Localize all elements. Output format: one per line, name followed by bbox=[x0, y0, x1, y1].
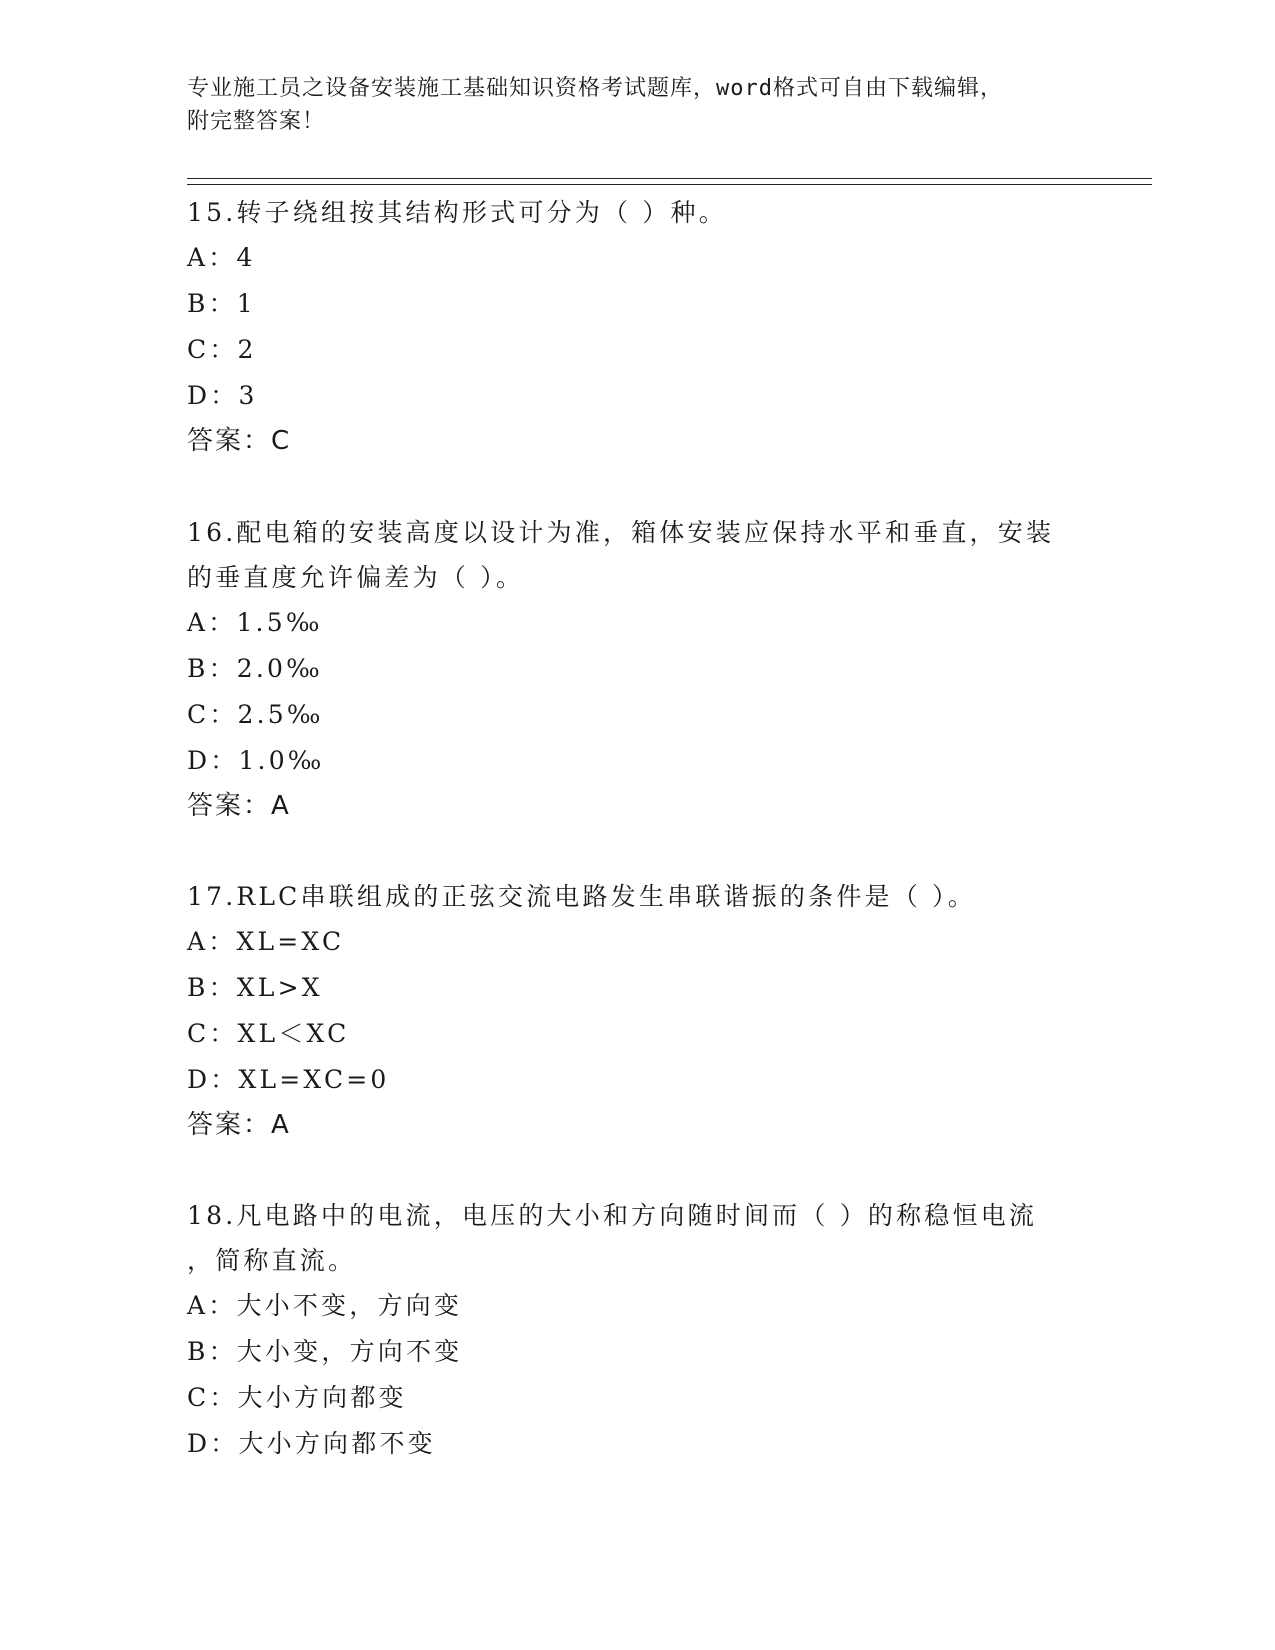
answer-line bbox=[187, 1103, 1087, 1147]
option-a: A：XL=XC bbox=[187, 927, 345, 956]
option-c: C：XL＜XC bbox=[187, 1019, 350, 1048]
answer-value: A bbox=[271, 791, 291, 821]
option-b: B：大小变，方向不变 bbox=[187, 1337, 463, 1366]
option-b: B：2.0‰ bbox=[187, 654, 323, 683]
question-16 bbox=[187, 510, 1087, 828]
option-a: A：大小不变，方向变 bbox=[187, 1291, 463, 1320]
option-a: A：1.5‰ bbox=[187, 608, 323, 637]
header-line-1: 专业施工员之设备安装施工基础知识资格考试题库，word格式可自由下载编辑， bbox=[187, 76, 1003, 101]
answer-line bbox=[187, 784, 1087, 828]
option-d: D：1.0‰ bbox=[187, 746, 325, 775]
question-stem-line-1: 16.配电箱的安装高度以设计为准，箱体安装应保持水平和垂直，安装 bbox=[187, 518, 1055, 547]
question-stem-line-1: 18.凡电路中的电流，电压的大小和方向随时间而（ ）的称稳恒电流 bbox=[187, 1201, 1038, 1230]
header-divider-bottom bbox=[187, 184, 1152, 185]
option-c: C：2 bbox=[187, 335, 257, 364]
question-stem-line-2: 的垂直度允许偏差为（ ）。 bbox=[187, 563, 525, 592]
document-header bbox=[187, 72, 1087, 138]
option-a: A：4 bbox=[187, 243, 256, 272]
option-d: D：XL=XC=0 bbox=[187, 1065, 390, 1094]
question-stem: 15.转子绕组按其结构形式可分为（ ）种。 bbox=[187, 198, 727, 227]
option-d: D：3 bbox=[187, 381, 258, 410]
question-15 bbox=[187, 190, 1087, 463]
header-line-2: 附完整答案！ bbox=[187, 109, 326, 134]
answer-label: 答案： bbox=[187, 791, 272, 821]
question-18 bbox=[187, 1193, 1087, 1467]
question-stem-line-2: ，简称直流。 bbox=[187, 1246, 357, 1275]
answer-label: 答案： bbox=[187, 1110, 272, 1140]
option-c: C：2.5‰ bbox=[187, 700, 324, 729]
option-b: B：1 bbox=[187, 289, 256, 318]
option-d: D：大小方向都不变 bbox=[187, 1429, 436, 1458]
question-stem: 17.RLC串联组成的正弦交流电路发生串联谐振的条件是（ ）。 bbox=[187, 882, 976, 911]
answer-line bbox=[187, 419, 1087, 463]
question-17 bbox=[187, 874, 1087, 1147]
answer-value: A bbox=[271, 1110, 291, 1140]
header-divider-top bbox=[187, 178, 1152, 179]
option-b: B：XL>X bbox=[187, 973, 323, 1002]
option-c: C：大小方向都变 bbox=[187, 1383, 407, 1412]
answer-label: 答案： bbox=[187, 426, 272, 456]
answer-value: C bbox=[271, 426, 292, 456]
